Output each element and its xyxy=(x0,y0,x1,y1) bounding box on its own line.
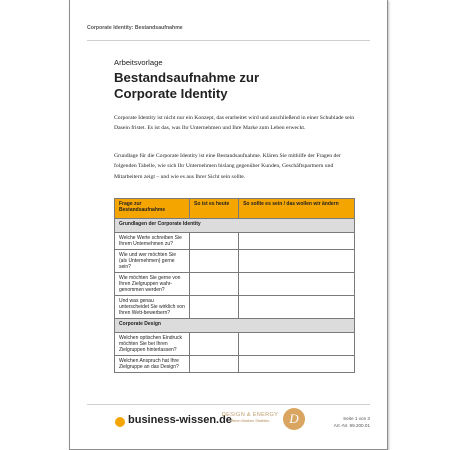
answer-today-cell[interactable] xyxy=(190,356,239,373)
document-kicker: Arbeitsvorlage xyxy=(114,58,163,67)
header-divider xyxy=(87,40,370,41)
answer-target-cell[interactable] xyxy=(239,333,355,356)
table-row xyxy=(115,296,355,319)
partner-tagline: Wenn Marken Strahlen xyxy=(230,419,270,423)
intro-paragraph-2: Grundlage für die Corporate Identity ist eine Bestandsaufnahme. Klären Sie mithilfe der Fragen der folgenden Tabelle, wie sich Ihr Unternehmen bislang gegenüber Kunden, Geschäftspartnern und Mitarbeitern zeigt – und wie es aus Ihrer Sicht sein sollte. xyxy=(114,153,341,180)
question-cell: Welchen optischen Eindruck möchten Sie bei Ihren Zielgruppen hinterlassen? xyxy=(115,333,190,356)
section-title: Corporate Design xyxy=(115,319,355,333)
answer-today-cell[interactable] xyxy=(190,273,239,296)
answer-target-cell[interactable] xyxy=(239,273,355,296)
question-cell: Und was genau unterscheidet Sie wirklich von Ihren Wett-bewerbern? xyxy=(115,296,190,319)
answer-target-cell[interactable] xyxy=(239,250,355,273)
brand-dot-icon xyxy=(115,417,125,427)
question-cell: Wie möchten Sie gerne von Ihren Zielgruppen wahr-genommen werden? xyxy=(115,273,190,296)
page-info xyxy=(334,416,370,429)
question-cell: Welche Werte schreiben Sie Ihrem Unternehmen zu? xyxy=(115,233,190,250)
brand-name[interactable]: business-wissen.de xyxy=(128,414,232,426)
column-header-target: So sollte es sein / das wollen wir ändern xyxy=(239,199,355,219)
inventory-table xyxy=(114,198,355,373)
title-line-1: Bestandsaufnahme zur xyxy=(114,70,260,85)
table-row xyxy=(115,250,355,273)
footer-divider xyxy=(87,404,370,405)
answer-target-cell[interactable] xyxy=(239,296,355,319)
page-number: Seite 1 von 3 xyxy=(343,416,370,421)
partner-logo-text xyxy=(220,412,280,423)
table-header-row xyxy=(115,199,355,219)
table-row xyxy=(115,333,355,356)
document-title xyxy=(114,70,364,101)
answer-today-cell[interactable] xyxy=(190,296,239,319)
question-cell: Wie und wer möchten Sie (als Unternehmen) gerne sein? xyxy=(115,250,190,273)
table-row xyxy=(115,233,355,250)
document-page xyxy=(69,0,388,450)
intro-paragraph-1: Corporate Identity ist nicht nur ein Konzept, das erarbeitet wird und anschließend in einer Schublade sein Dasein fristet. Es ist das, was Ihr Unternehmen und Ihre Marke zum Leben erweckt. xyxy=(114,115,355,132)
table-row xyxy=(115,273,355,296)
running-header: Corporate Identity: Bestandsaufnahme xyxy=(87,25,183,31)
answer-today-cell[interactable] xyxy=(190,250,239,273)
question-cell: Welchen Anspruch hat Ihre Zielgruppe an das Design? xyxy=(115,356,190,373)
title-line-2: Corporate Identity xyxy=(114,85,228,101)
column-header-question: Frage zur Bestandsaufnahme xyxy=(115,199,190,219)
section-row xyxy=(115,319,355,333)
answer-today-cell[interactable] xyxy=(190,233,239,250)
column-header-today: So ist es heute xyxy=(190,199,239,219)
section-row xyxy=(115,219,355,233)
answer-target-cell[interactable] xyxy=(239,233,355,250)
answer-today-cell[interactable] xyxy=(190,333,239,356)
section-title: Grundlagen der Corporate Identity xyxy=(115,219,355,233)
article-number: Art.-Nr. 99.200.01 xyxy=(333,422,370,428)
partner-logo-icon: D xyxy=(283,408,305,430)
partner-name: DESIGN & ENERGY xyxy=(221,412,279,418)
table-row xyxy=(115,356,355,373)
answer-target-cell[interactable] xyxy=(239,356,355,373)
